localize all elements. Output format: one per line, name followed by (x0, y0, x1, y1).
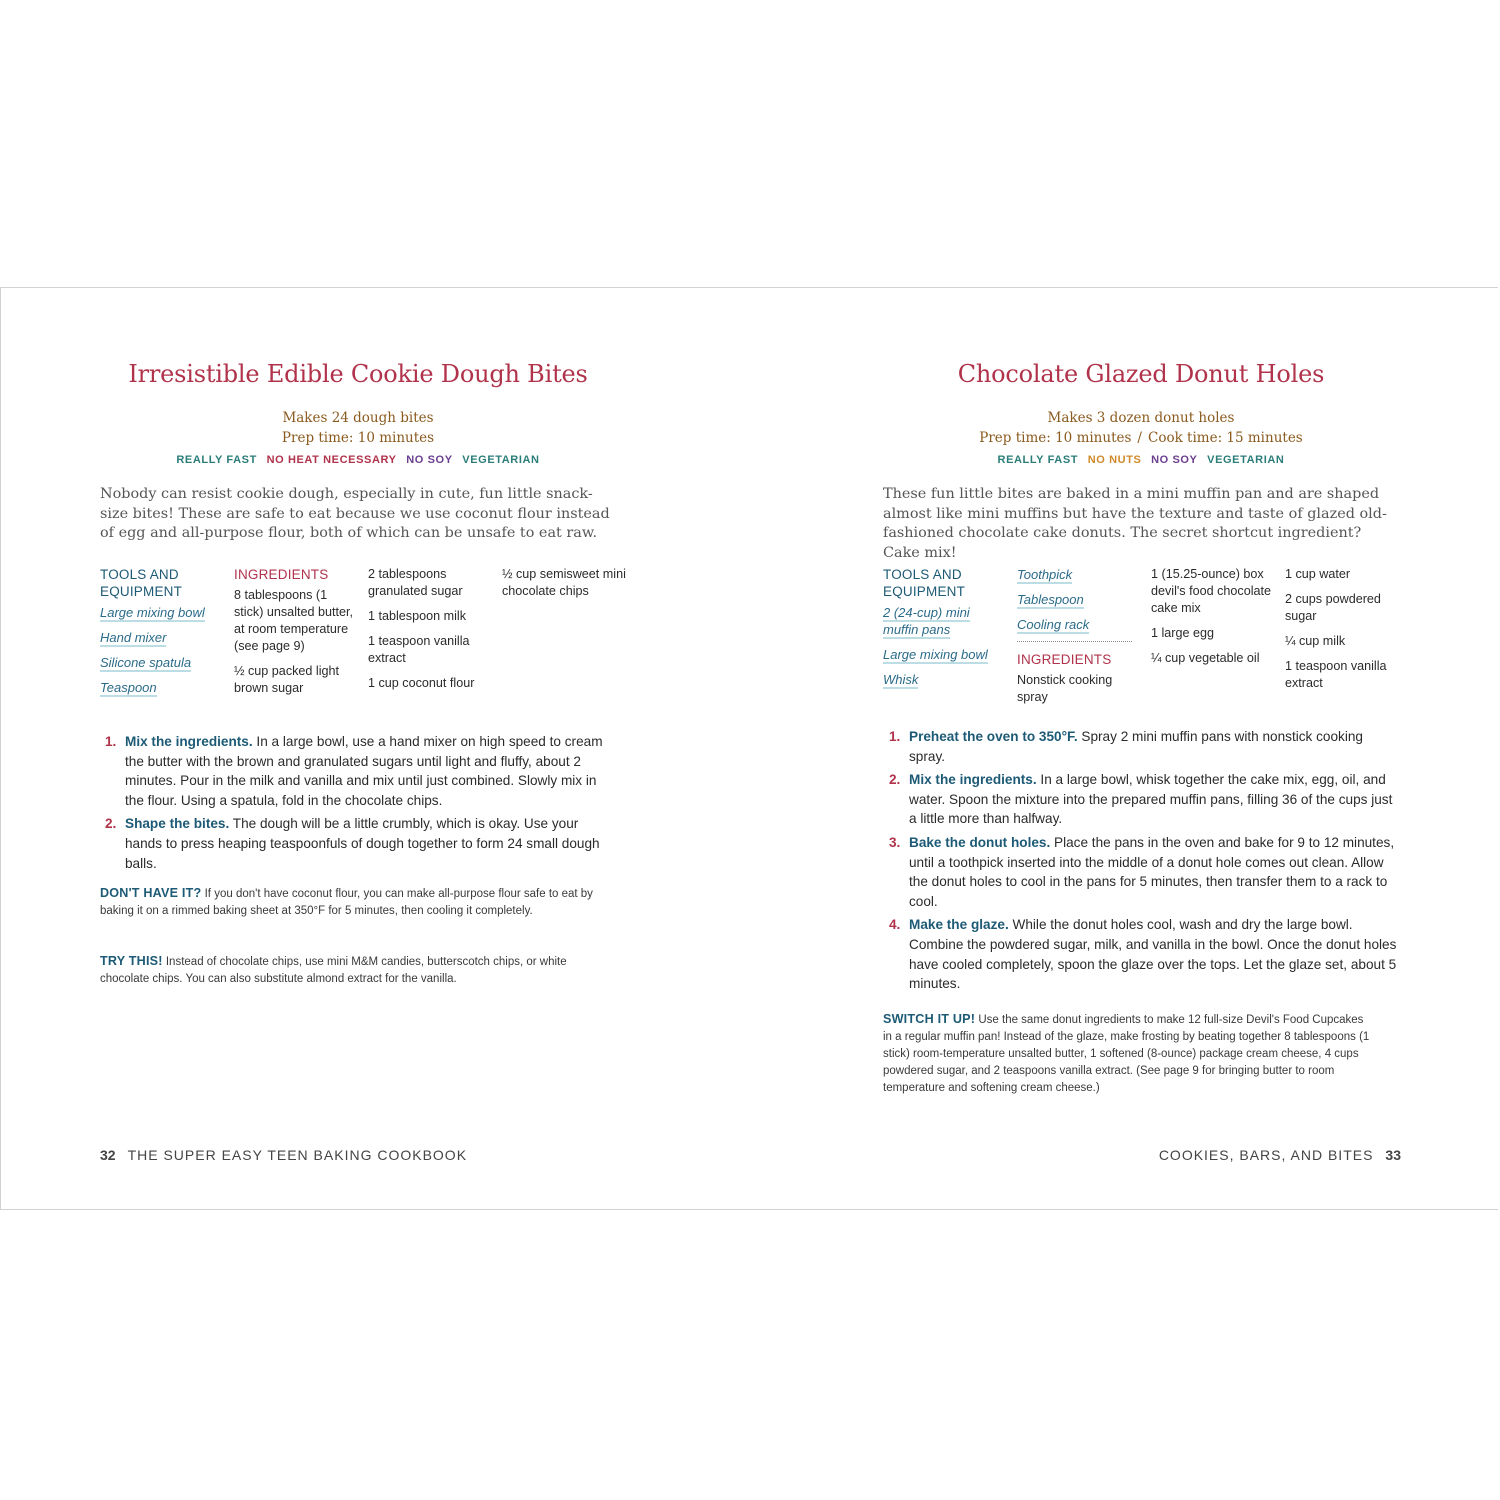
recipe-meta (0, 409, 733, 448)
running-head: THE SUPER EASY TEEN BAKING COOKBOOK (127, 1147, 468, 1163)
tag: NO SOY (1151, 454, 1198, 466)
ingredient-item: 8 tablespoons (1 stick) unsalted butter, at room temperature (see page 9) (234, 588, 354, 653)
tip-dont-have-it: DON'T HAVE IT? If you don't have coconut flour, you can make all-purpose flour safe to eat by baking it on a rimmed baking sheet at 350°F for 5 minutes, then cooling it completely. (100, 886, 593, 917)
tag: NO NUTS (1087, 454, 1142, 466)
tool-item: Large mixing bowl (883, 647, 988, 662)
tag: REALLY FAST (176, 454, 257, 466)
tools-ingredients (883, 566, 1413, 716)
tools-heading: TOOLS AND EQUIPMENT (100, 567, 183, 599)
tag: VEGETARIAN (462, 454, 540, 466)
tools-column (100, 566, 225, 704)
ingredient-item: 1 teaspoon vanilla extract (1285, 659, 1387, 690)
ingredients-heading: INGREDIENTS (1017, 652, 1112, 667)
ingredient-item: ½ cup semisweet mini chocolate chips (502, 567, 626, 598)
ingredient-item: ¼ cup milk (1285, 634, 1346, 648)
tool-item: Whisk (883, 672, 919, 687)
ingredient-item: 1 cup water (1285, 567, 1351, 581)
steps-list (105, 732, 615, 877)
prep-time: Prep time: 10 minutes (281, 429, 435, 446)
ingredients-column-2 (368, 566, 493, 700)
book-spread (0, 287, 1498, 1210)
ingredient-item: 1 (15.25-ounce) box devil's food chocolate cake mix (1151, 567, 1272, 615)
tool-item: Tablespoon (1017, 592, 1084, 607)
ingredient-item: ½ cup packed light brown sugar (234, 664, 340, 695)
tool-item: Silicone spatula (100, 655, 192, 670)
ingredient-item: ¼ cup vegetable oil (1151, 651, 1260, 665)
diet-tags (0, 454, 733, 466)
tag: VEGETARIAN (1207, 454, 1285, 466)
ingredient-item: 1 cup coconut flour (368, 676, 475, 690)
cook-time: Cook time: 15 minutes (1147, 429, 1303, 446)
page-number: 33 (1385, 1147, 1401, 1163)
tool-item: 2 (24-cup) mini muffin pans (883, 605, 970, 637)
yield: Makes 3 dozen donut holes (1047, 410, 1235, 426)
ingredients-column-3 (502, 566, 627, 608)
page-footer (1159, 1147, 1401, 1163)
ingredients-column-3 (1285, 566, 1410, 700)
tip-try-this: TRY THIS! Instead of chocolate chips, use mini M&M candies, butterscotch chips, or white chocolate chips. You can also substitute almond extract for the vanilla. (100, 954, 567, 985)
tools-and-ingredients-column (1017, 566, 1142, 714)
tool-item: Toothpick (1017, 567, 1073, 582)
step-item: 1. Mix the ingredients. In a large bowl, use a hand mixer on high speed to cream the butter with the brown and granulated sugars until light and fluffy, about 2 minutes. Pour in the milk and vanilla and mix until just combined. Slowly mix in the flour. Using a spatula, fold in the chocolate chips. (105, 734, 603, 808)
step-item: 1. Preheat the oven to 350°F. Spray 2 mini muffin pans with nonstick cooking spray. (889, 729, 1363, 764)
tool-item: Teaspoon (100, 680, 157, 695)
right-page (751, 288, 1499, 1209)
recipe-title: Irresistible Edible Cookie Dough Bites (128, 360, 588, 388)
left-page (1, 288, 751, 1209)
ingredient-item: 2 cups powdered sugar (1285, 592, 1381, 623)
step-item: 2. Shape the bites. The dough will be a little crumbly, which is okay. Use your hands to press heaping teaspoonfuls of dough together to form 24 small dough balls. (105, 816, 600, 871)
ingredient-item: 1 teaspoon vanilla extract (368, 634, 470, 665)
tip-switch-it-up: SWITCH IT UP! Use the same donut ingredients to make 12 full-size Devil's Food Cupcakes in a regular muffin pan! Instead of the glaze, make frosting by beating together 8 tablespoons (1 stick) room-temperature unsalted butter, 1 softened (8-ounce) package cream cheese, 4 cups powdered sugar, and 2 teaspoons vanilla extract. (See page 9 for bringing butter to room temperature and softening cream cheese.) (883, 1012, 1370, 1094)
divider (1017, 641, 1132, 642)
ingredient-item: 1 large egg (1151, 626, 1215, 640)
ingredients-column-1 (234, 566, 359, 705)
tag: REALLY FAST (997, 454, 1079, 466)
tool-item: Large mixing bowl (100, 605, 205, 620)
tools-column (883, 566, 1008, 696)
running-head: COOKIES, BARS, AND BITES (1158, 1147, 1374, 1163)
prep-time: Prep time: 10 minutes (979, 429, 1132, 446)
yield: Makes 24 dough bites (282, 410, 434, 426)
recipe-title: Chocolate Glazed Donut Holes (957, 360, 1325, 388)
tag: NO HEAT NECESSARY (266, 454, 397, 466)
step-item: 3. Bake the donut holes. Place the pans in the oven and bake for 9 to 12 minutes, until a toothpick inserted into the middle of a donut hole comes out clean. Allow the donut holes to cool in the pans for 5 minutes, then transfer them to a rack to cool. (889, 834, 1395, 909)
intro-paragraph: These fun little bites are baked in a mini muffin pan and are shaped almost like mini muffins but have the texture and taste of glazed old-fashioned chocolate cake donuts. The secret shortcut ingredient? Cake mix! (883, 486, 1387, 561)
ingredients-column-2 (1151, 566, 1276, 675)
ingredient-item: Nonstick cooking spray (1017, 673, 1113, 704)
recipe-meta (767, 409, 1500, 448)
step-item: 4. Make the glaze. While the donut holes cool, wash and dry the large bowl. Combine the powdered sugar, milk, and vanilla in the bowl. Once the donut holes have cooled completely, spoon the glaze over the tops. Let the glaze set, about 5 minutes. (889, 917, 1397, 992)
diet-tags (767, 454, 1500, 466)
page-footer (100, 1147, 467, 1163)
ingredient-item: 2 tablespoons granulated sugar (368, 567, 463, 598)
tools-heading: TOOLS AND EQUIPMENT (883, 567, 966, 599)
ingredient-item: 1 tablespoon milk (368, 609, 467, 623)
tools-ingredients (100, 566, 630, 716)
page-number: 32 (100, 1147, 116, 1163)
time-info: Prep time: 10 minutes / Cook time: 15 minutes (979, 429, 1303, 446)
tool-item: Hand mixer (100, 630, 167, 645)
step-item: 2. Mix the ingredients. In a large bowl, whisk together the cake mix, egg, oil, and water. Spoon the mixture into the prepared muffin pans, filling 36 of the cups just a little more than halfway. (889, 772, 1393, 827)
steps-list (889, 727, 1401, 998)
tool-item: Cooling rack (1017, 617, 1090, 632)
intro-paragraph: Nobody can resist cookie dough, especially in cute, fun little snack-size bites! These are safe to eat because we use coconut flour instead of egg and all-purpose flour, both of which can be unsafe to eat raw. (100, 486, 610, 542)
ingredients-heading: INGREDIENTS (234, 567, 329, 582)
tag: NO SOY (406, 454, 453, 466)
